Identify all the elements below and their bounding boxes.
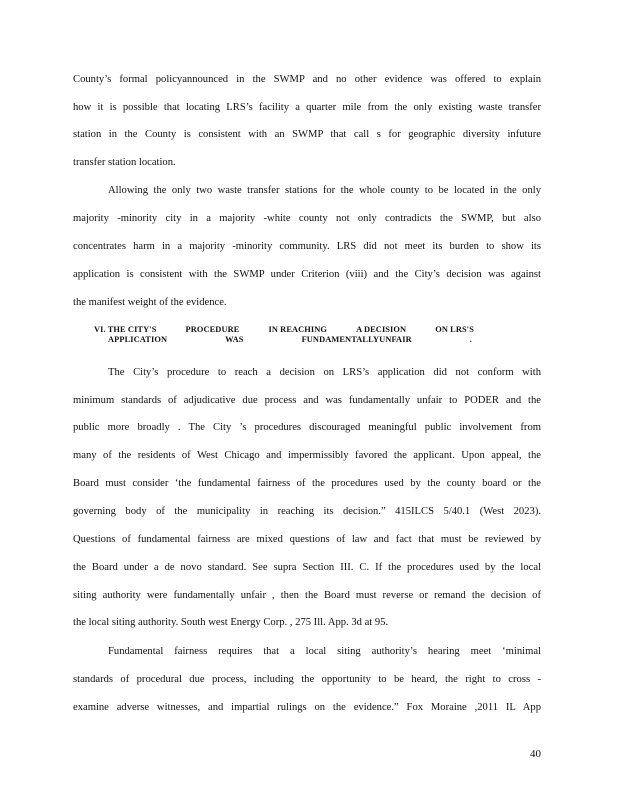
paragraph-line: Fundamental fairness requires that a local siting authority’s hearing meet ‘minimal (108, 646, 541, 657)
paragraph-line: Board must consider ‘the fundamental fairness of the procedures used by the county board or the (73, 478, 541, 489)
section-heading (94, 325, 474, 345)
heading-word: A DECISION (356, 325, 407, 334)
heading-word: ON LRS'S (435, 325, 474, 334)
heading-word: IN REACHING (268, 325, 328, 334)
paragraph-line: County’s formal policyannounced in the SWMP and no other evidence was offered to explain (73, 74, 541, 85)
paragraph-line: standards of procedural due process, including the opportunity to be heard, the right to cross - (73, 674, 541, 685)
paragraph-line: how it is possible that locating LRS’s facility a quarter mile from the only existing waste transfer (73, 102, 541, 113)
section-heading-row-2 (94, 335, 474, 345)
paragraph-line: the Board under a de novo standard. See supra Section III. C. If the procedures used by the local (73, 562, 541, 573)
paragraph-line: Allowing the only two waste transfer stations for the whole county to be located in the only (108, 185, 541, 196)
heading-word: APPLICATION (108, 335, 168, 344)
paragraph-line: the local siting authority. South west Energy Corp. , 275 Ill. App. 3d at 95. (73, 617, 389, 628)
paragraph-line: many of the residents of West Chicago and impermissibly favored the applicant. Upon appeal, the (73, 450, 541, 461)
paragraph-line: governing body of the municipality in reaching its decision.” 415ILCS 5/40.1 (West 2023). (73, 506, 541, 517)
section-heading-row-1 (94, 325, 474, 335)
heading-word: WAS (225, 335, 244, 344)
paragraph-line: the manifest weight of the evidence. (73, 297, 227, 308)
paragraph-line: The City’s procedure to reach a decision on LRS’s application did not conform with (108, 367, 541, 378)
paragraph-line: Questions of fundamental fairness are mixed questions of law and fact that must be reviewed by (73, 534, 541, 545)
paragraph-line: minimum standards of adjudicative due process and was fundamentally unfair to PODER and the (73, 395, 541, 406)
paragraph-line: transfer station location. (73, 157, 176, 168)
paragraph-line: examine adverse witnesses, and impartial rulings on the evidence.” Fox Moraine ,2011 IL App (73, 702, 541, 713)
paragraph-line: public more broadly . The City ’s procedures discouraged meaningful public involvement from (73, 422, 541, 433)
paragraph-line: majority -minority city in a majority -white county not only contradicts the SWMP, but also (73, 213, 541, 224)
heading-word: PROCEDURE (185, 325, 240, 334)
paragraph-line: siting authority were fundamentally unfair , then the Board must reverse or remand the decision of (73, 590, 541, 601)
heading-word: VI. THE CITY'S (94, 325, 157, 334)
heading-word: FUNDAMENTALLYUNFAIR (301, 335, 412, 344)
paragraph-line: application is consistent with the SWMP under Criterion (viii) and the City’s decision was against (73, 269, 541, 280)
paragraph-line: station in the County is consistent with an SWMP that call s for geographic diversity infuture (73, 129, 541, 140)
page-number: 40 (530, 748, 541, 760)
heading-word: . (469, 335, 472, 344)
paragraph-line: concentrates harm in a majority -minority community. LRS did not meet its burden to show its (73, 241, 541, 252)
